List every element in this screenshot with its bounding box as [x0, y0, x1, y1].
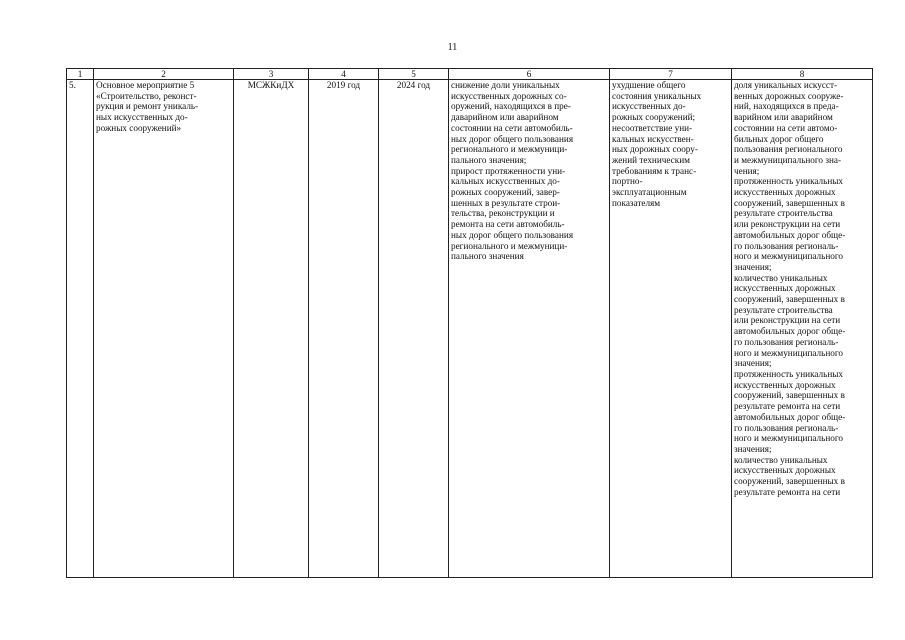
measure-name-cell — [94, 80, 234, 578]
end-year: 2024 год — [396, 80, 431, 90]
column-header-6: 6 — [449, 69, 610, 80]
measures-table — [66, 68, 873, 578]
row-number: 5. — [69, 80, 76, 90]
indicators: доля уникальных искусст- венных дорожных сооруже- ний, находящихся в преда- варийном или аварийном состоянии на сети автомо- бильных дорог общего пользования регионального и межмуниципального зна- чения; протяженность уникальных искусственных дорожных сооружений, завершенных в результате строительства или реконструкции на сети автомобильных дорог обще- го пользования региональ- ного и межмуниципального значения; количество уникальных искусственных дорожных сооружений, завершенных в результате строительства или реконструкции на сети автомобильных дорог обще- го пользования региональ- ного и межмуниципального значения; протяженность уникальных искусственных дорожных сооружений, завершенных в результате ремонта на сети автомобильных дорог обще- го пользования региональ- ного и межмуниципального значения; количество уникальных искусственных дорожных сооружений, завершенных в результате ремонта на сети — [734, 80, 846, 497]
consequences-cell — [610, 80, 732, 578]
column-header-4: 4 — [309, 69, 379, 80]
executor: МСЖКиДХ — [247, 80, 295, 90]
row-number-cell — [67, 80, 94, 578]
consequences: ухудшение общего состояния уникальных искусственных до- рожных сооружений; несоответствие уни- кальных искусствен- ных дорожных соору- жений техническим требованиям к транс- портно- эксплуатационным показателям — [612, 80, 702, 208]
measure-name: Основное мероприятие 5 «Строительство, реконст- рукция и ремонт уникаль- ных искусственных до- рожных сооружений» — [96, 80, 199, 133]
column-header-1: 1 — [67, 69, 94, 80]
page-number: 11 — [447, 42, 458, 53]
column-header-7: 7 — [610, 69, 732, 80]
column-header-3: 3 — [234, 69, 309, 80]
executor-cell — [234, 80, 309, 578]
start-year-cell — [309, 80, 379, 578]
column-header-8: 8 — [732, 69, 873, 80]
expected-result: снижение доли уникальных искусственных дорожных со- оружений, находящихся в пре- даварийном или аварийном состоянии на сети автомобиль- ных дорог общего пользования регионального и межмуници- пального значения; прирост протяженности уни- кальных искусственных до- рожных сооружений, завер- шенных в результате строи- тельства, реконструкции и ремонта на сети автомобиль- ных дорог общего пользования регионального и межмуници- пального значения — [451, 80, 574, 262]
table-row — [67, 80, 873, 578]
start-year: 2019 год — [326, 80, 361, 90]
end-year-cell — [379, 80, 449, 578]
table-header-row — [67, 69, 873, 80]
expected-result-cell — [449, 80, 610, 578]
column-header-5: 5 — [379, 69, 449, 80]
indicators-cell — [732, 80, 873, 578]
column-header-2: 2 — [94, 69, 234, 80]
